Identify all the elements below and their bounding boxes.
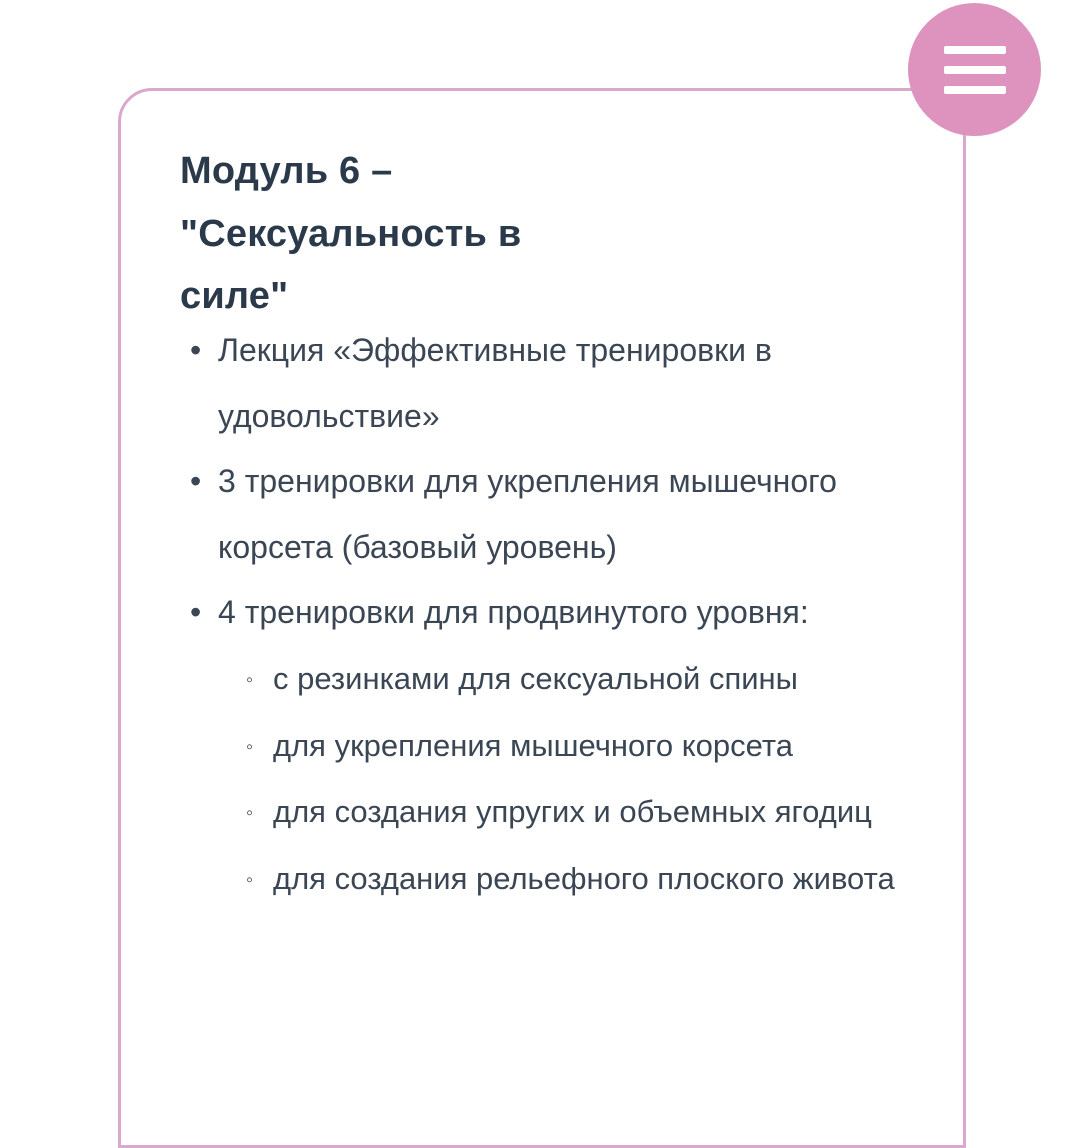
hamburger-bar-3 xyxy=(944,86,1006,94)
bullet-marker: • xyxy=(190,594,202,631)
list-item-label: 3 тренировки для укрепления мышечного корсета (базовый уровень) xyxy=(218,463,837,565)
list-item xyxy=(218,646,940,713)
list-item xyxy=(180,449,940,580)
page-title: Модуль 6 – "Сексуальность в силе" xyxy=(180,150,522,318)
list-item-label: Лекция «Эффективные тренировки в удовольствие» xyxy=(218,332,772,434)
sub-bullet-marker: ◦ xyxy=(246,868,254,891)
hamburger-bar-1 xyxy=(944,46,1006,54)
bullet-marker: • xyxy=(190,463,202,500)
list-item-label: 4 тренировки для продвинутого уровня: xyxy=(218,594,809,631)
sub-item-label: для создания упругих и объемных ягодиц xyxy=(273,794,872,830)
sub-bullet-marker: ◦ xyxy=(246,802,254,825)
list-item xyxy=(218,713,940,780)
sub-bullet-marker: ◦ xyxy=(246,735,254,758)
sub-item-label: с резинками для сексуальной спины xyxy=(273,661,798,697)
module-item-list xyxy=(180,318,940,913)
hamburger-bar-2 xyxy=(944,66,1006,74)
sub-item-label: для укрепления мышечного корсета xyxy=(273,727,793,763)
sub-item-list xyxy=(218,646,940,913)
list-item xyxy=(180,580,940,912)
list-item xyxy=(180,318,940,449)
list-item xyxy=(218,846,940,913)
hamburger-menu-icon[interactable] xyxy=(908,3,1041,136)
list-item xyxy=(218,779,940,846)
bullet-marker: • xyxy=(190,332,202,369)
sub-bullet-marker: ◦ xyxy=(246,669,254,692)
sub-item-label: для создания рельефного плоского живота xyxy=(273,860,895,896)
module-content xyxy=(180,140,940,913)
